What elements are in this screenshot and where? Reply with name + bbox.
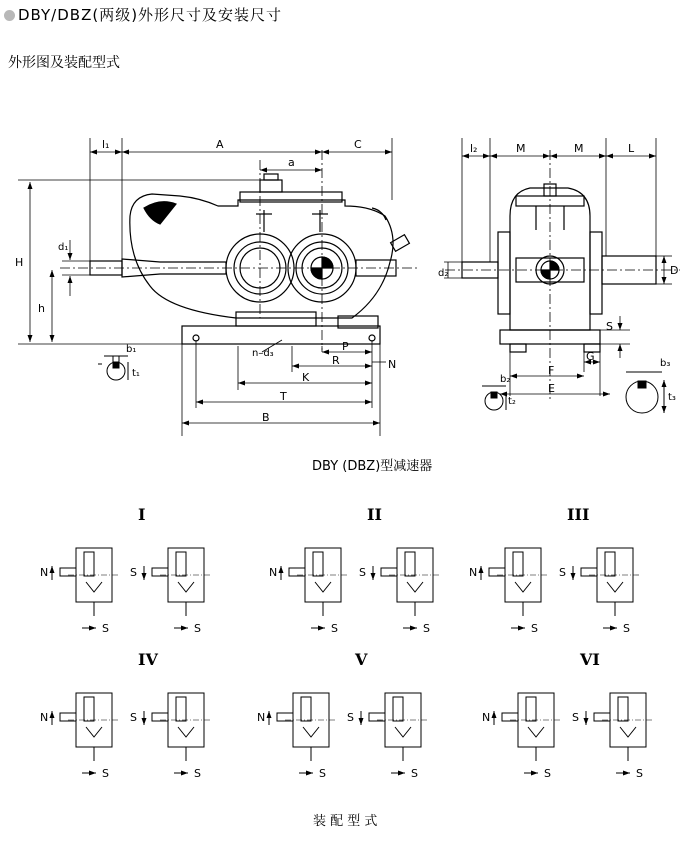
assembly-2-right-bevel: [407, 582, 423, 592]
label-l2: l₂: [470, 142, 478, 155]
assembly-group-5: [257, 650, 429, 780]
keyway1-slot: [113, 362, 119, 368]
label-b3: b₃: [660, 358, 671, 369]
assembly-roman-5: V: [355, 650, 368, 669]
side-dimensions: [444, 138, 680, 400]
assembly-4-right-gear: [176, 697, 186, 721]
label-H: H: [15, 256, 24, 269]
label-R: R: [332, 354, 340, 367]
label-D: D: [670, 264, 679, 277]
label-F: F: [548, 364, 555, 377]
assembly-roman-1: I: [138, 505, 146, 524]
assembly-4-left-bevel: [86, 727, 102, 737]
assembly-5-right-bevel: [395, 727, 411, 737]
assembly-1-right-gear: [176, 552, 186, 576]
assembly-roman-2: II: [367, 505, 382, 524]
label-T: T: [280, 390, 287, 403]
assembly-1-label-S-right: S: [194, 622, 201, 635]
drawing-caption: DBY (DBZ)型减速器: [312, 459, 433, 474]
assembly-group-3: [469, 505, 641, 635]
assembly-3-label-S-left: S: [531, 622, 538, 635]
assembly-6-label-S-right: S: [636, 767, 643, 780]
label-h: h: [38, 302, 45, 315]
assembly-5-label-S-top: S: [347, 711, 354, 724]
label-B: B: [262, 411, 270, 424]
assembly-5-label-N: N: [257, 711, 266, 724]
assembly-3-left-bevel: [515, 582, 531, 592]
assembly-roman-3: III: [567, 505, 590, 524]
front-lifting-lug: [144, 202, 176, 224]
label-M1: M: [516, 142, 526, 155]
front-shaft-quadrant-a: [322, 257, 333, 268]
side-shaft-quadrant-a: [550, 261, 559, 270]
assembly-1-left-bevel: [86, 582, 102, 592]
assembly-5-label-S-right: S: [411, 767, 418, 780]
assembly-2-label-S-top: S: [359, 566, 366, 579]
side-shaft-quadrant-b: [541, 270, 550, 279]
assembly-types: [40, 505, 654, 780]
assembly-roman-6: VI: [580, 650, 600, 669]
assembly-1-right-bevel: [178, 582, 194, 592]
assembly-2-right-gear: [405, 552, 415, 576]
front-dimensions: [18, 138, 420, 436]
assembly-4-right-bevel: [178, 727, 194, 737]
label-n-d3: n–d₃: [252, 348, 274, 359]
assembly-6-label-N: N: [482, 711, 491, 724]
assembly-1-label-S-left: S: [102, 622, 109, 635]
assembly-4-label-N: N: [40, 711, 49, 724]
side-view: [462, 184, 656, 352]
assembly-6-left-bevel: [528, 727, 544, 737]
page-title-text: DBY/DBZ(两级)外形尺寸及安装尺寸: [18, 6, 283, 24]
assembly-2-label-S-left: S: [331, 622, 338, 635]
label-M2: M: [574, 142, 584, 155]
assembly-5-left-gear: [301, 697, 311, 721]
label-b2: b₂: [500, 374, 511, 385]
front-view: [90, 174, 409, 344]
assembly-2-label-S-right: S: [423, 622, 430, 635]
assembly-6-label-S-left: S: [544, 767, 551, 780]
front-breather-cap: [264, 174, 278, 180]
label-b1: b₁: [126, 344, 137, 355]
label-S: S: [606, 320, 613, 333]
assembly-3-label-N: N: [469, 566, 478, 579]
keyway-details: [98, 356, 664, 413]
assembly-group-4: [40, 650, 212, 780]
label-C: C: [354, 138, 362, 151]
front-base-plate: [182, 326, 380, 344]
label-G: G: [586, 350, 595, 363]
label-d2: d₂: [438, 268, 449, 279]
label-P: P: [342, 340, 349, 353]
assembly-4-left-gear: [84, 697, 94, 721]
assembly-1-label-S-top: S: [130, 566, 137, 579]
keyway3-slot: [638, 381, 646, 388]
assembly-group-6: [482, 650, 654, 780]
assembly-group-1: [40, 505, 212, 635]
page-subtitle: 外形图及装配型式: [8, 55, 120, 71]
assembly-group-2: [269, 505, 441, 635]
assembly-2-left-gear: [313, 552, 323, 576]
assembly-6-left-gear: [526, 697, 536, 721]
label-E: E: [548, 382, 555, 395]
label-t3: t₃: [668, 392, 676, 403]
assembly-footer: 装 配 型 式: [313, 814, 378, 829]
label-l1: l₁: [102, 138, 110, 151]
assembly-2-label-N: N: [269, 566, 278, 579]
front-lug-right: [372, 208, 386, 220]
assembly-4-label-S-top: S: [130, 711, 137, 724]
side-foot-left: [510, 344, 526, 352]
assembly-6-right-gear: [618, 697, 628, 721]
assembly-4-label-S-left: S: [102, 767, 109, 780]
assembly-3-right-bevel: [607, 582, 623, 592]
assembly-4-label-S-right: S: [194, 767, 201, 780]
assembly-6-right-bevel: [620, 727, 636, 737]
assembly-roman-4: IV: [138, 650, 158, 669]
label-K: K: [302, 371, 310, 384]
assembly-6-label-S-top: S: [572, 711, 579, 724]
assembly-3-label-S-top: S: [559, 566, 566, 579]
front-shaft-quadrant-b: [311, 268, 322, 279]
side-flange-right: [590, 232, 602, 314]
label-L: L: [628, 142, 635, 155]
assembly-1-left-gear: [84, 552, 94, 576]
assembly-2-left-bevel: [315, 582, 331, 592]
label-t2: t₂: [508, 396, 516, 407]
front-labels: [15, 138, 396, 424]
assembly-3-label-S-right: S: [623, 622, 630, 635]
assembly-5-label-S-left: S: [319, 767, 326, 780]
keyway2-slot: [491, 392, 497, 398]
assembly-3-left-gear: [513, 552, 523, 576]
label-d1: d₁: [58, 242, 69, 253]
label-A: A: [216, 138, 224, 151]
label-N: N: [388, 358, 397, 371]
front-breather: [260, 180, 282, 192]
assembly-1-label-N: N: [40, 566, 49, 579]
assembly-5-right-gear: [393, 697, 403, 721]
front-base-pedestal: [236, 312, 316, 326]
label-t1: t₁: [132, 368, 140, 379]
label-a: a: [288, 156, 295, 169]
assembly-5-left-bevel: [303, 727, 319, 737]
side-flange-left: [498, 232, 510, 314]
assembly-3-right-gear: [605, 552, 615, 576]
